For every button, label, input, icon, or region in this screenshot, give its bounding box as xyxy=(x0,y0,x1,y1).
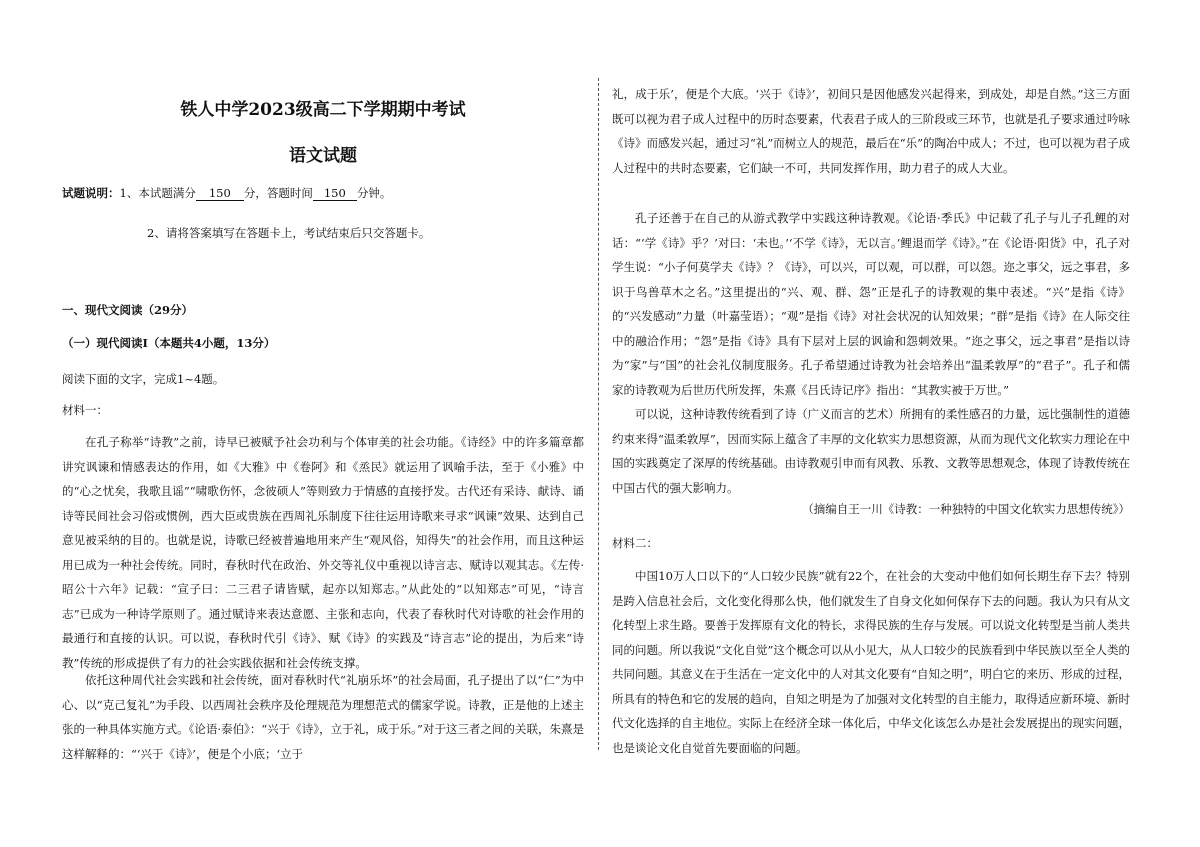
exam-title: 铁人中学2023级高二下学期期中考试 xyxy=(180,100,466,120)
material-1-source: （摘编自王一川《诗教：一种独特的中国文化软实力思想传统》） xyxy=(802,502,1130,516)
material-1-paragraph-4: 可以说，这种诗教传统看到了诗（广义而言的艺术）所拥有的柔性感召的力量，远比强制性的道德约束来得“温柔敦厚”，因而实际上蕴含了丰厚的文化软实力思想资源，从而为现代文化软实力理论在中国的实践奠定了深厚的传统基础。由诗教观引申而有风教、乐教、文教等思想观念，体现了诗教传统在中国古代的强大影响力。 xyxy=(612,407,1130,495)
column-divider xyxy=(598,78,599,750)
notes-label: 试题说明： xyxy=(62,186,120,200)
material-2-label: 材料二： xyxy=(612,536,658,550)
material-1-paragraph-3: 孔子还善于在自己的从游式教学中实践这种诗教观。《论语·季氏》中记载了孔子与儿子孔鲤的对话：“‘学《诗》乎？’对曰：‘未也。’‘不学《诗》，无以言。’鲤退而学《诗》。”在《论语·阳货》中，孔子对学生说：“小子何莫学夫《诗》？《诗》，可以兴，可以观，可以群，可以怨。迩之事父，远之事君，多识于鸟兽草木之名。”这里提出的“兴、观、群、怨”正是孔子的诗教观的集中表述。“兴”是指《诗》的“兴发感动”力量（叶嘉莹语）；“观”是指《诗》对社会状况的认知效果；“群”是指《诗》在人际交往中的融洽作用；“怨”是指《诗》具有下层对上层的讽谕和怨刺效果。“迩之事父，远之事君”是指以诗为“家”与“国”的社会礼仪制度服务。孔子希望通过诗教为社会培养出“温柔敦厚”的“君子”。孔子和儒家的诗教观为后世历代所发挥，朱熹《吕氏诗记序》指出：“其教实被于万世。” xyxy=(612,211,1130,397)
reading-instruction: 阅读下面的文字，完成1~4题。 xyxy=(62,372,225,386)
score-blank: 150 xyxy=(196,186,244,201)
material-1-paragraph-1: 在孔子称举“诗教”之前，诗早已被赋予社会功利与个体审美的社会功能。《诗经》中的许多篇章都讲究讽谏和情感表达的作用，如《大雅》中《卷阿》和《烝民》就运用了讽喻手法，至于《小雅》中的“心之忧矣，我歌且谣”“啸歌伤怀，念彼硕人”等则致力于情感的直接抒发。古代还有采诗、献诗、诵诗等民间社会习俗或惯例，西大臣或贵族在西周礼乐制度下往往运用诗歌来寻求“讽谏”效果、达到自己意见被采纳的目的。也就是说，诗歌已经被普遍地用来产生“观风俗，知得失”的社会作用，而且这种运用已成为一种社会传统。同时，春秋时代在政治、外交等礼仪中重视以诗言志、赋诗以观其志。《左传·昭公十六年》记载：“宣子曰：二三君子请皆赋，起亦以知郑志。”从此处的“以知郑志”可见，“诗言志”已成为一种诗学原则了。通过赋诗来表达意愿、主张和志向，代表了春秋时代对诗歌的社会作用的最通行和直接的认识。可以说，春秋时代引《诗》、赋《诗》的实践及“诗言志”论的提出，为后来“诗教”传统的形成提供了有力的社会实践依据和社会传统支撑。 xyxy=(62,435,584,670)
material-1-paragraph-2-continued: 礼，成于乐’，便是个大底。‘兴于《诗》’，初间只是因他感发兴起得来，到成处，却是自然。”这三方面既可以视为君子成人过程中的历时态要素，代表君子成人的三阶段或三环节，也就是孔子要求通过吟咏《诗》而感发兴起，通过习“礼”而树立人的规范，最后在“乐”的陶冶中成人；不过，也可以视为君子成人过程中的共时态要素，它们缺一不可，共同发挥作用，助力君子的成人大业。 xyxy=(612,87,1131,175)
time-blank: 150 xyxy=(313,186,357,201)
section-heading: 一、现代文阅读（29分） xyxy=(62,303,194,317)
exam-subtitle: 语文试题 xyxy=(289,146,357,166)
section-subheading: （一）现代阅读Ⅰ（本题共4小题，13分） xyxy=(62,336,276,350)
material-2-paragraph-1: 中国10万人口以下的“人口较少民族”就有22个，在社会的大变动中他们如何长期生存下去？特别是跨入信息社会后，文化变化得那么快，他们就发生了自身文化如何保存下去的问题。我认为只有从文化转型上求生路。要善于发挥原有文化的特长，求得民族的生存与发展。可以说文化转型是当前人类共同的问题。所以我说“文化自觉”这个概念可以从小见大，从人口较少的民族看到中华民族以至全人类的共同问题。其意义在于生活在一定文化中的人对其文化要有“自知之明”，明白它的来历、形成的过程，所具有的特色和它的发展的趋向，自知之明是为了加强对文化转型的自主能力，取得适应新环境、新时代文化选择的自主地位。实际上在经济全球一体化后，中华文化该怎么办是社会发展提出的现实问题，也是谈论文化自觉首先要面临的问题。 xyxy=(612,569,1130,755)
material-1-label: 材料一： xyxy=(62,403,108,417)
material-1-paragraph-2: 依托这种周代社会实践和社会传统，面对春秋时代“礼崩乐坏”的社会局面，孔子提出了以“仁”为中心、以“克己复礼”为手段、以西周社会秩序及伦理规范为理想范式的儒家学说。诗教，正是他的上述主张的一种具体实施方式。《论语·泰伯》：“兴于《诗》，立于礼，成于乐。”对于这三者之间的关联，朱熹是这样解释的：“‘兴于《诗》’，便是个小底；‘立于 xyxy=(62,673,584,761)
exam-note-1: 试题说明：1、本试题满分 150 分，答题时间 150 分钟。 xyxy=(62,186,392,200)
exam-note-2: 2、请将答案填写在答题卡上，考试结束后只交答题卡。 xyxy=(147,226,431,240)
